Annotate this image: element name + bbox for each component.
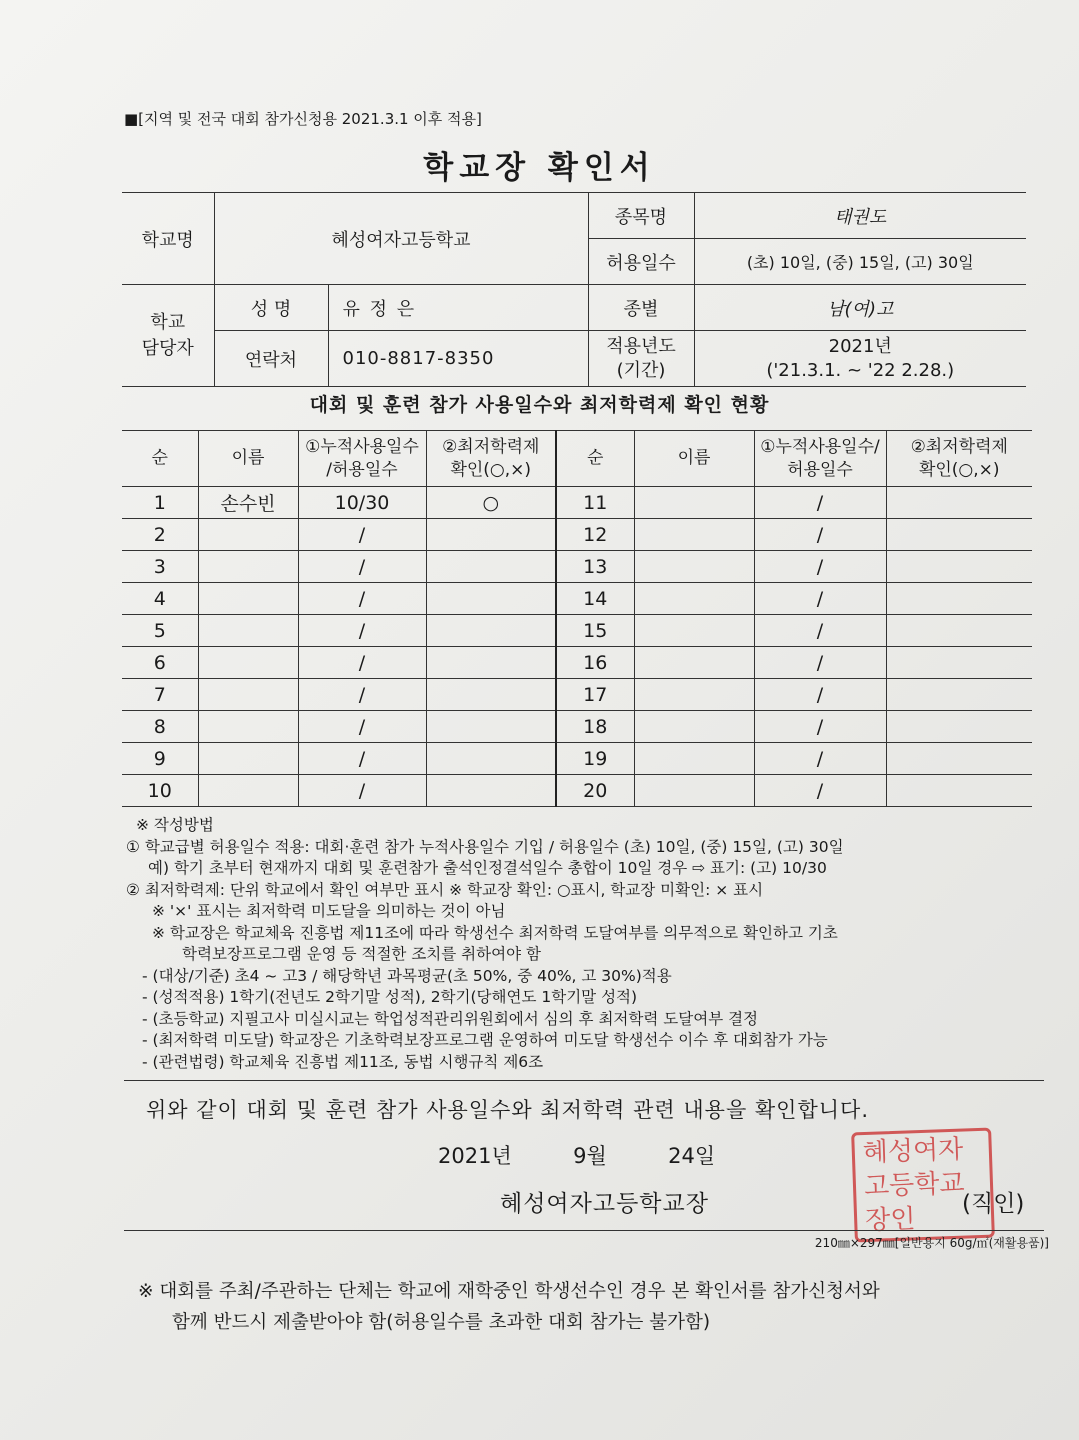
row-days-left: / [298,551,426,583]
row-academic-left [426,519,556,551]
row-days-right: / [754,583,886,615]
name-value: 유 정 은 [328,285,588,331]
row-days-right: / [754,519,886,551]
row-name-left [198,615,298,647]
row-name-right [634,775,754,807]
row-days-left: 10/30 [298,487,426,519]
date-month: 9월 [573,1144,607,1168]
row-days-left: / [298,679,426,711]
row-no-left: 8 [122,711,198,743]
row-no-right: 20 [556,775,634,807]
row-no-left: 7 [122,679,198,711]
section-title: 대회 및 훈련 참가 사용일수와 최저학력제 확인 현황 [309,394,770,416]
row-no-right: 12 [556,519,634,551]
sport-value: 태권도 [694,193,1026,239]
row-days-left: / [298,615,426,647]
row-academic-right [886,775,1032,807]
row-days-right: / [754,647,886,679]
row-no-right: 19 [556,743,634,775]
sport-label: 종목명 [588,193,694,239]
footer-line-2: 함께 반드시 제출받아야 함(허용일수를 초과한 대회 참가는 불가함) [172,1312,711,1333]
phone-label: 연락처 [214,331,328,387]
row-no-right: 11 [556,487,634,519]
phone-value: 010-8817-8350 [328,331,588,387]
row-name-left [198,711,298,743]
header-days-right-line2: 허용일수 [787,459,853,480]
row-no-left: 5 [122,615,198,647]
row-academic-right [886,647,1032,679]
row-name-right [634,583,754,615]
table-row [122,679,1032,711]
note-1-example: 예) 학기 초부터 현재까지 대회 및 훈련참가 출석인정결석일수 총합이 10일 경우 ⇨ 표기: (고) 10/30 [148,859,827,877]
row-academic-left [426,551,556,583]
row-name-right [634,487,754,519]
row-name-left [198,775,298,807]
allowed-days-label: 허용일수 [588,239,694,285]
period-value [694,331,1026,387]
row-name-left: 손수빈 [198,487,298,519]
participation-table [122,430,1032,807]
row-name-left [198,647,298,679]
row-academic-left: ○ [426,487,556,519]
allowed-days-value: (초) 10일, (중) 15일, (고) 30일 [694,239,1026,285]
detail-1: - (대상/기준) 초4 ~ 고3 / 해당학년 과목평균(초 50%, 중 40%, 고 30%)적용 [142,966,672,985]
header-academic-left [426,431,556,487]
row-academic-right [886,615,1032,647]
header-no-left: 순 [122,431,198,487]
principal-name: 혜성여자고등학교장 [500,1191,709,1217]
row-academic-left [426,679,556,711]
paper-spec: 210㎜×297㎜[일반용지 60g/㎡(재활용품)] [814,1236,1049,1250]
row-days-right: / [754,487,886,519]
row-no-right: 14 [556,583,634,615]
note-4-cont: 학력보장프로그램 운영 등 적절한 조치를 취하여야 함 [182,945,541,963]
row-name-right [634,615,754,647]
date-year: 2021년 [438,1144,512,1168]
table-body [122,487,1032,807]
row-no-right: 17 [556,679,634,711]
header-no-right: 순 [556,431,634,487]
row-no-left: 6 [122,647,198,679]
detail-5: - (관련법령) 학교체육 진흥법 제11조, 동법 시행규칙 제6조 [142,1052,544,1071]
table-row [122,711,1032,743]
footer-line-1: ※ 대회를 주최/주관하는 단체는 학교에 재학중인 학생선수인 경우 본 확인서를 참가신청서와 [138,1281,880,1302]
row-name-right [634,519,754,551]
row-days-left: / [298,647,426,679]
gender-value: 남(여)고 [694,285,1026,331]
row-no-left: 1 [122,487,198,519]
detail-4: - (최저학력 미도달) 학교장은 기초학력보장프로그램 운영하여 미도달 학생선수 이수 후 대회참가 가능 [142,1031,828,1049]
stamp-label: (직인) [962,1191,1025,1217]
table-row [122,487,1032,519]
row-name-right [634,679,754,711]
header-academic-right-line1: ②최저학력제 [910,436,1008,457]
period-label-line2: (기간) [616,359,666,381]
row-no-right: 16 [556,647,634,679]
detail-3: - (초등학교) 지필고사 미실시교는 학업성적관리위원회에서 심의 후 최저학력 도달여부 결정 [142,1009,759,1028]
period-value-line2: ('21.3.1. ~ '22 2.28.) [766,359,955,381]
row-no-right: 15 [556,615,634,647]
header-days-right-line1: ①누적사용일수/ [760,436,880,457]
header-days-right [754,431,886,487]
row-days-left: / [298,775,426,807]
header-note: ■[지역 및 전국 대회 참가신청용 2021.3.1 이후 적용] [124,110,482,128]
document-title: 학교장 확인서 [423,150,656,186]
row-days-right: / [754,679,886,711]
row-name-left [198,583,298,615]
school-name: 혜성여자고등학교 [214,193,588,285]
row-academic-right [886,519,1032,551]
row-days-right: / [754,743,886,775]
row-name-right [634,647,754,679]
row-name-left [198,679,298,711]
name-label: 성 명 [214,285,328,331]
header-academic-right-line2: 확인(○,×) [918,459,1000,480]
period-label [588,331,694,387]
header-days-left-line1: ①누적사용일수 [305,436,419,457]
row-no-right: 18 [556,711,634,743]
divider-bottom [124,1230,1044,1231]
header-days-left [298,431,426,487]
row-academic-right [886,487,1032,519]
school-label: 학교명 [122,193,214,285]
row-name-right [634,711,754,743]
row-days-right: / [754,615,886,647]
row-academic-left [426,711,556,743]
confirm-text: 위와 같이 대회 및 훈련 참가 사용일수와 최저학력 관련 내용을 확인합니다. [146,1098,870,1122]
row-days-left: / [298,743,426,775]
row-name-right [634,743,754,775]
note-2: ② 최저학력제: 단위 학교에서 확인 여부만 표시 ※ 학교장 확인: ○표시, 학교장 미확인: × 표시 [126,880,764,899]
row-academic-right [886,551,1032,583]
table-row [122,519,1032,551]
header-name-right: 이름 [634,431,754,487]
date [438,1140,715,1170]
row-no-left: 3 [122,551,198,583]
table-row [122,743,1032,775]
row-name-left [198,551,298,583]
header-name-left: 이름 [198,431,298,487]
row-academic-left [426,615,556,647]
contact-label: 학교 담당자 [122,285,214,387]
date-day: 24일 [668,1144,716,1168]
info-table [122,192,1026,387]
row-days-right: / [754,711,886,743]
row-no-right: 13 [556,551,634,583]
row-days-right: / [754,775,886,807]
table-row [122,583,1032,615]
row-academic-left [426,583,556,615]
row-academic-right [886,583,1032,615]
gender-label: 종별 [588,285,694,331]
notes-heading: ※ 작성방법 [136,816,214,834]
divider-top [124,1080,1044,1081]
note-1: ① 학교급별 허용일수 적용: 대회·훈련 참가 누적사용일수 기입 / 허용일수 (초) 10일, (중) 15일, (고) 30일 [126,837,844,856]
table-row [122,551,1032,583]
row-no-left: 10 [122,775,198,807]
official-seal-stamp: 혜성여자고등학교장인 [851,1128,995,1243]
row-academic-right [886,679,1032,711]
row-academic-left [426,743,556,775]
row-days-left: / [298,583,426,615]
row-no-left: 9 [122,743,198,775]
detail-2: - (성적적용) 1학기(전년도 2학기말 성적), 2학기(당해연도 1학기말 성적) [142,988,638,1006]
header-academic-right [886,431,1032,487]
row-days-left: / [298,711,426,743]
header-academic-left-line1: ②최저학력제 [442,436,540,457]
note-4: ※ 학교장은 학교체육 진흥법 제11조에 따라 학생선수 최저학력 도달여부를 의무적으로 확인하고 기초 [152,923,838,942]
footer-notice [138,1276,1038,1338]
row-name-left [198,519,298,551]
row-name-left [198,743,298,775]
period-value-line1: 2021년 [828,335,892,357]
row-days-left: / [298,519,426,551]
header-days-left-line2: /허용일수 [326,459,398,480]
row-no-left: 4 [122,583,198,615]
row-no-left: 2 [122,519,198,551]
row-academic-left [426,775,556,807]
row-days-right: / [754,551,886,583]
row-academic-left [426,647,556,679]
table-row [122,615,1032,647]
row-academic-right [886,743,1032,775]
row-academic-right [886,711,1032,743]
table-row [122,775,1032,807]
header-academic-left-line2: 확인(○,×) [450,459,532,480]
notes [126,815,1056,1073]
table-row [122,647,1032,679]
period-label-line1: 적용년도 [606,335,676,357]
row-name-right [634,551,754,583]
note-3: ※ '×' 표시는 최저학력 미도달을 의미하는 것이 아님 [152,902,506,920]
